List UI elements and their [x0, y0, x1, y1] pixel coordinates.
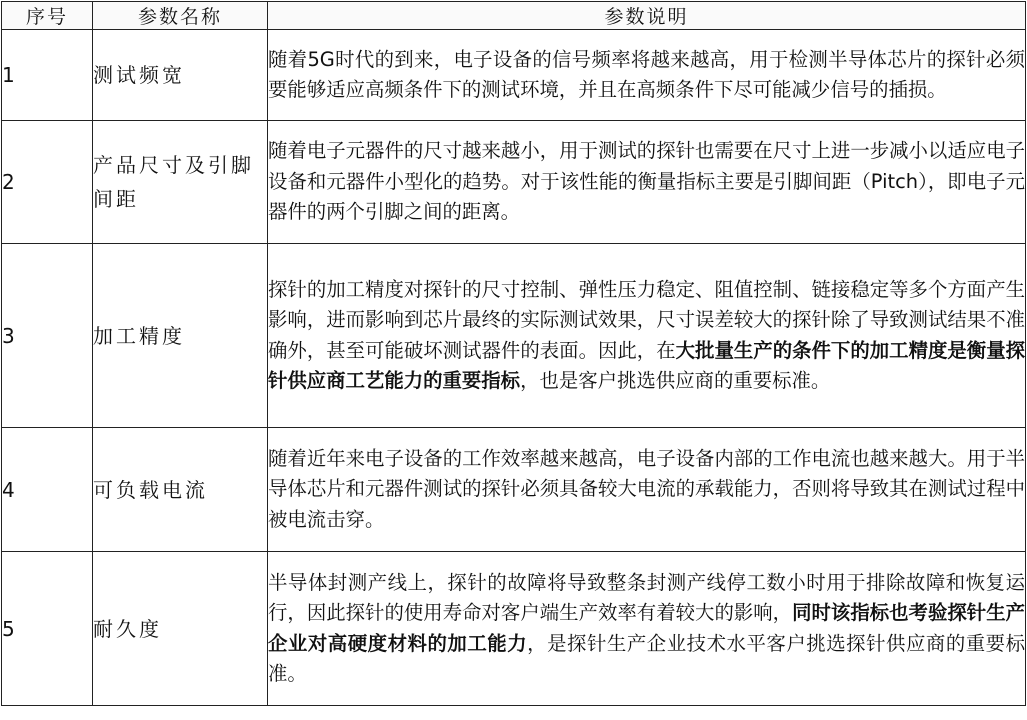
header-description: 参数说明 — [268, 2, 1026, 30]
row-parameter-name: 可负载电流 — [93, 428, 268, 552]
description-text: 随着近年来电子设备的工作效率越来越高，电子设备内部的工作电流也越来越大。用于半导体芯片和元器件测试的探针必须具备较大电流的承载能力，否则将导致其在测试过程中被电流击穿。 — [268, 446, 1025, 531]
row-index: 4 — [2, 428, 93, 552]
table-row — [2, 121, 1026, 244]
description-highlight: 大批量生产的条件下的加工精度是衡量探针供应商工艺能力的重要指标 — [268, 338, 1026, 392]
description-text: 随着电子元器件的尺寸越来越小，用于测试的探针也需要在尺寸上进一步减小以适应电子设备和元器件小型化的趋势。对于该性能的衡量指标主要是引脚间距（Pitch），即电子元器件的两个引脚之间的距离。 — [268, 139, 1025, 224]
row-parameter-name: 产品尺寸及引脚间距 — [93, 121, 268, 244]
table-row — [2, 30, 1026, 121]
header-name: 参数名称 — [93, 2, 268, 30]
header-row — [2, 2, 1026, 30]
description-text: 半导体封测产线上，探针的故障将导致整条封测产线停工数小时用于排除故障和恢复运行，因此探针的使用寿命对客户端生产效率有着较大的影响， — [268, 570, 1025, 625]
description-highlight: 同时该指标也考验探针生产企业对高硬度材料的加工能力 — [268, 601, 1026, 655]
table-row — [2, 244, 1026, 428]
row-description — [268, 244, 1026, 428]
row-description — [268, 552, 1026, 706]
description-text: ，是探针生产企业技术水平客户挑选探针供应商的重要标准。 — [268, 631, 1026, 685]
table-row — [2, 552, 1026, 706]
header-index: 序号 — [2, 2, 93, 30]
row-index: 1 — [2, 30, 93, 121]
parameter-table — [1, 1, 1026, 706]
row-index: 3 — [2, 244, 93, 428]
row-index: 5 — [2, 552, 93, 706]
row-index: 2 — [2, 121, 93, 244]
row-description — [268, 30, 1026, 121]
description-text: 随着5G时代的到来，电子设备的信号频率将越来越高，用于检测半导体芯片的探针必须要能够适应高频条件下的测试环境，并且在高频条件下尽可能减少信号的插损。 — [268, 47, 1025, 101]
row-description — [268, 428, 1026, 552]
row-description — [268, 121, 1026, 244]
row-parameter-name: 加工精度 — [93, 244, 268, 428]
description-text: ，也是客户挑选供应商的重要标准。 — [520, 368, 831, 392]
description-text: 探针的加工精度对探针的尺寸控制、弹性压力稳定、阻值控制、链接稳定等多个方面产生影响，进而影响到芯片最终的实际测试效果，尺寸误差较大的探针除了导致测试结果不准确外，甚至可能破坏测试器件的表面。因此，在 — [268, 277, 1025, 362]
row-parameter-name: 耐久度 — [93, 552, 268, 706]
row-parameter-name: 测试频宽 — [93, 30, 268, 121]
table-row — [2, 428, 1026, 552]
